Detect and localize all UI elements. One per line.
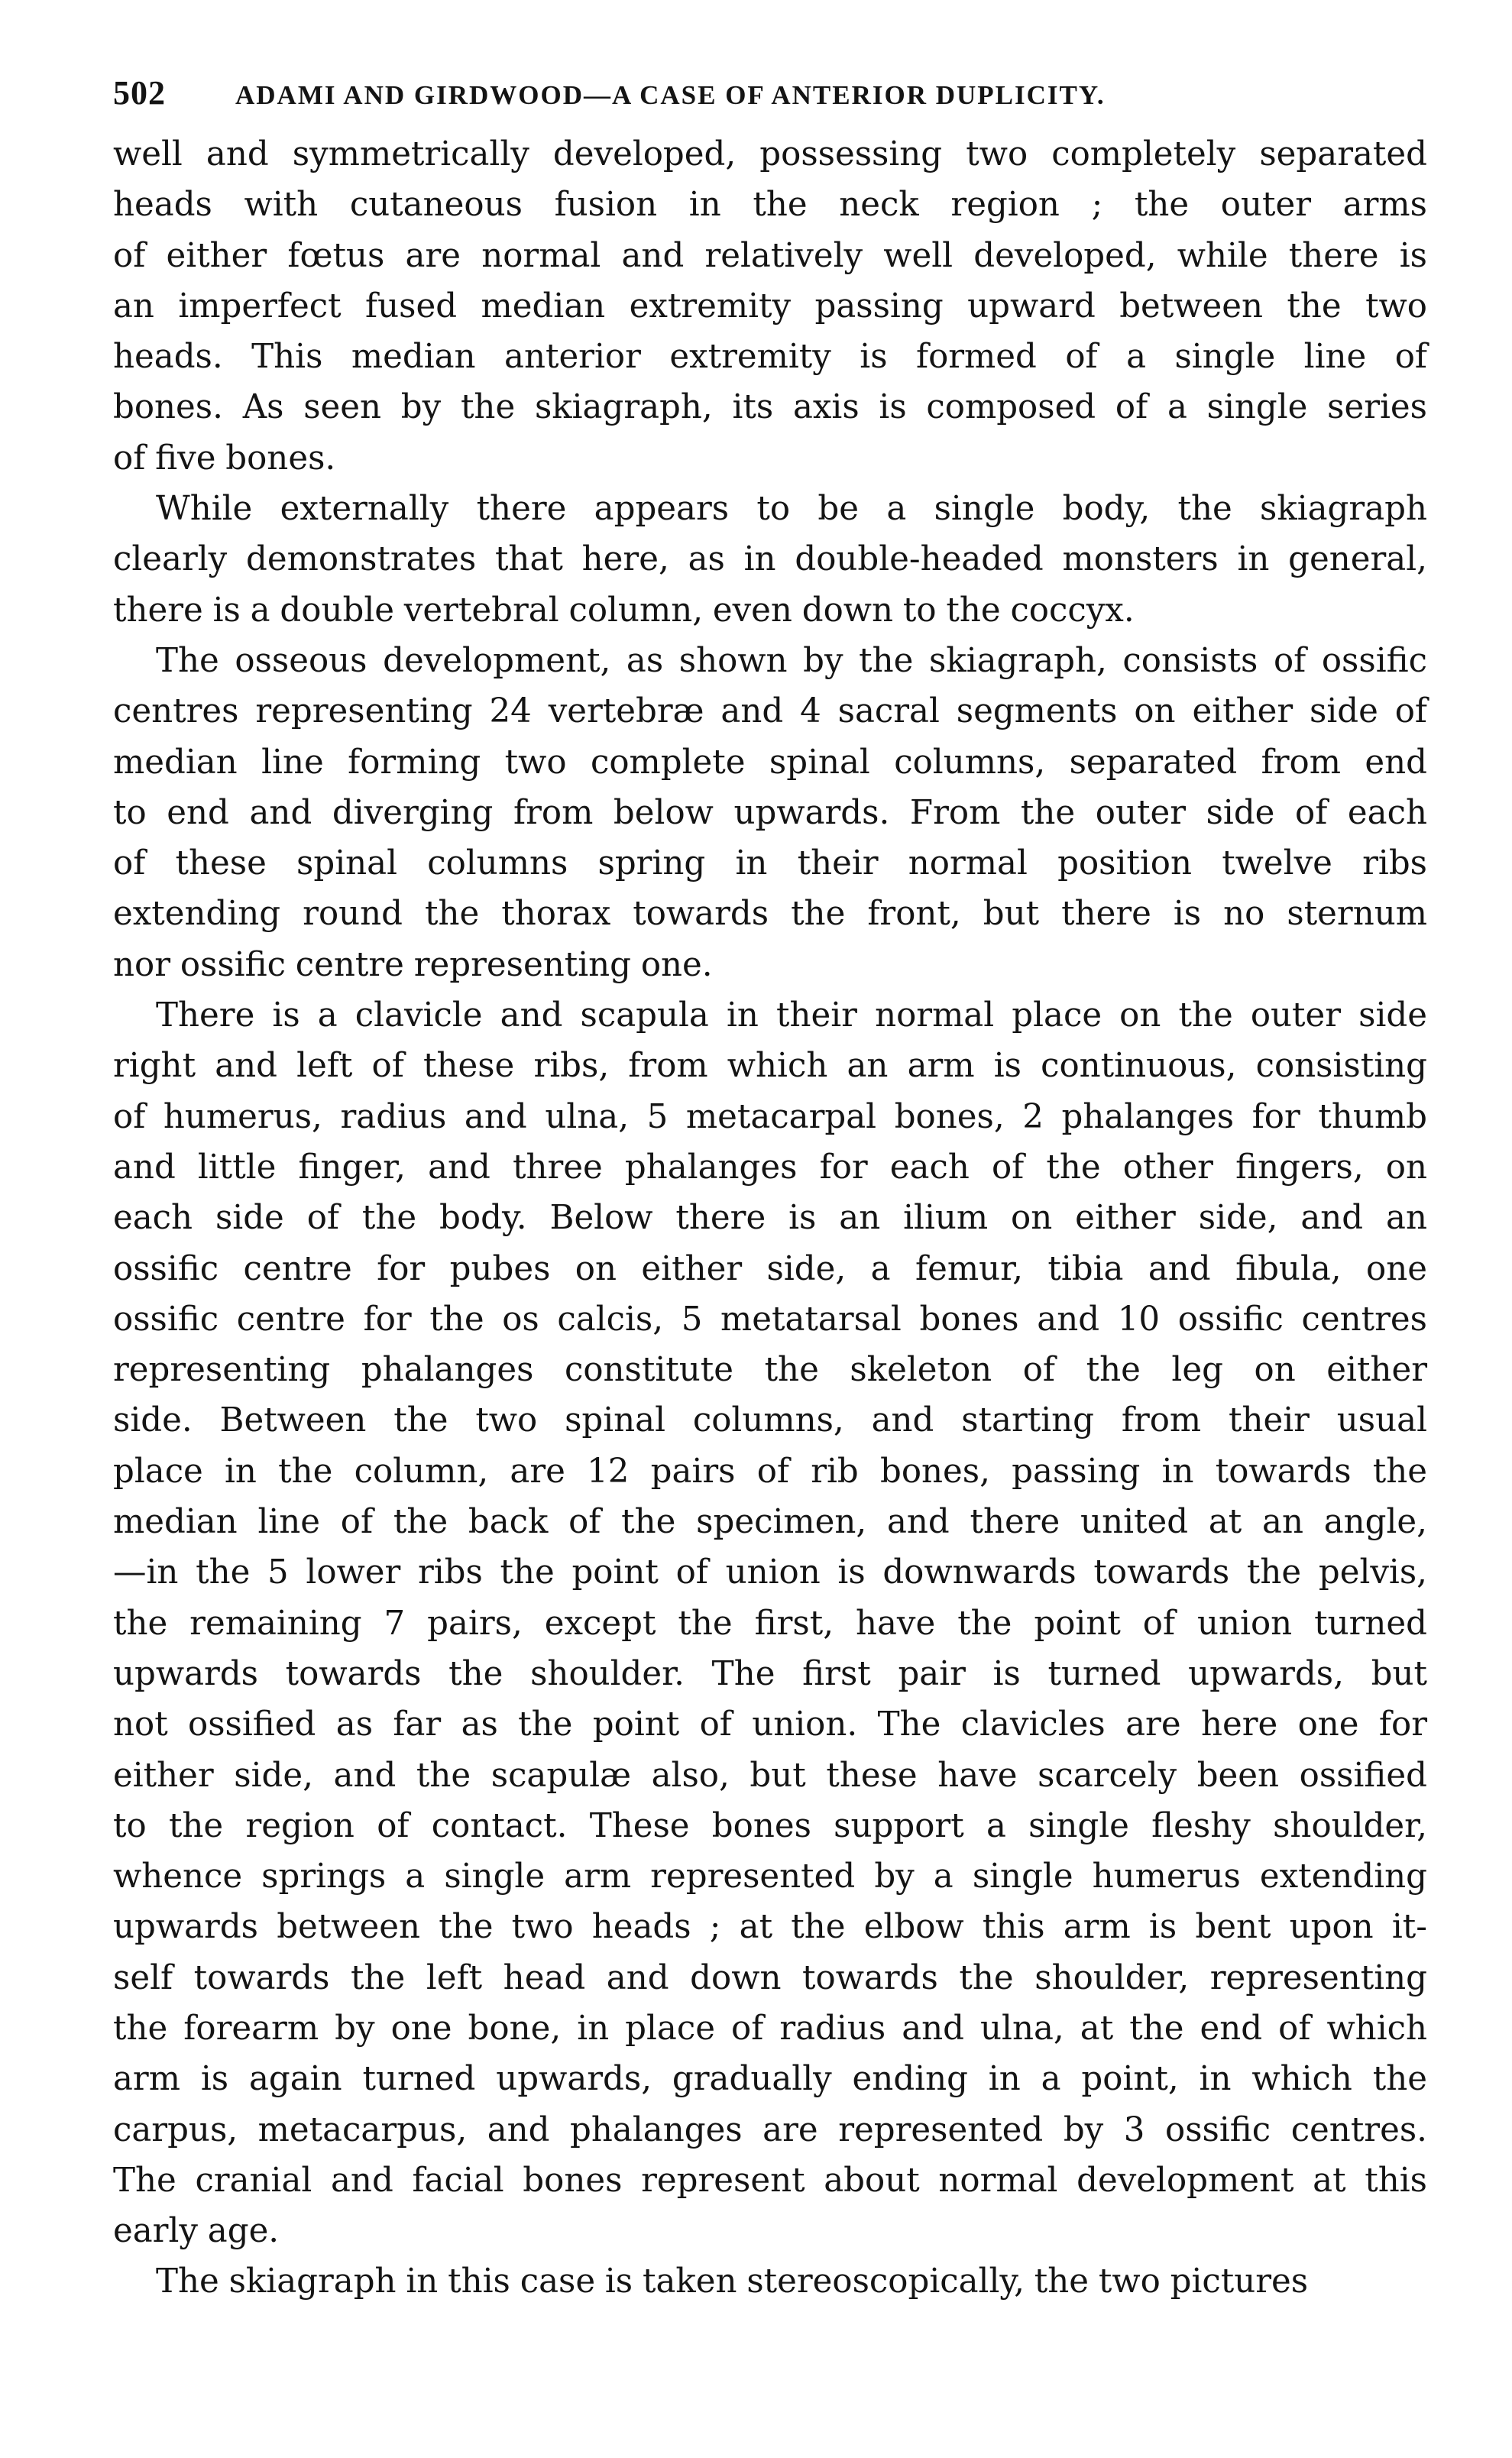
text-line: ossific centre for the os calcis, 5 metatarsal bones and 10 ossific centres bbox=[113, 1300, 1427, 1339]
text-line: place in the column, are 12 pairs of rib bones, passing in towards the bbox=[113, 1452, 1427, 1491]
text-line: of five bones. bbox=[113, 439, 336, 478]
text-line: The skiagraph in this case is taken stereoscopically, the two pictures bbox=[156, 2262, 1309, 2301]
paragraph-3 bbox=[113, 636, 1427, 990]
running-title: ADAMI AND GIRDWOOD—A CASE OF ANTERIOR DUPLICITY. bbox=[235, 80, 1106, 110]
text-line: There is a clavicle and scapula in their normal place on the outer side bbox=[156, 996, 1427, 1035]
body-text bbox=[113, 129, 1427, 2307]
text-line: of humerus, radius and ulna, 5 metacarpal bones, 2 phalanges for thumb bbox=[113, 1097, 1427, 1136]
text-line: either side, and the scapulæ also, but these have scarcely been ossified bbox=[113, 1756, 1427, 1795]
text-line: of either fœtus are normal and relatively well developed, while there is bbox=[113, 236, 1427, 275]
text-line: early age. bbox=[113, 2212, 280, 2251]
text-line: median line forming two complete spinal columns, separated from end bbox=[113, 743, 1427, 782]
text-line: heads with cutaneous fusion in the neck region ; the outer arms bbox=[113, 186, 1427, 225]
text-line: there is a double vertebral column, even down to the coccyx. bbox=[113, 591, 1135, 630]
text-line: heads. This median anterior extremity is formed of a single line of bbox=[113, 338, 1427, 377]
text-line: and little finger, and three phalanges for each of the other fingers, on bbox=[113, 1148, 1427, 1187]
text-line: median line of the back of the specimen, and there united at an angle, bbox=[113, 1503, 1427, 1542]
text-line: The cranial and facial bones represent about normal development at this bbox=[113, 2161, 1427, 2200]
text-line: arm is again turned upwards, gradually ending in a point, in which the bbox=[113, 2060, 1427, 2099]
text-line: upwards between the two heads ; at the elbow this arm is bent upon it- bbox=[113, 1908, 1427, 1947]
text-line: well and symmetrically developed, possessing two completely separated bbox=[113, 135, 1427, 173]
text-line: the forearm by one bone, in place of radius and ulna, at the end of which bbox=[113, 2009, 1427, 2048]
text-line: The osseous development, as shown by the skiagraph, consists of ossific bbox=[156, 641, 1427, 680]
paragraph-2 bbox=[113, 484, 1427, 636]
running-head bbox=[113, 73, 1427, 122]
text-line: to end and diverging from below upwards. From the outer side of each bbox=[113, 793, 1427, 832]
text-line: ossific centre for pubes on either side, a femur, tibia and fibula, one bbox=[113, 1249, 1427, 1288]
paragraph-4 bbox=[113, 990, 1427, 2256]
text-line: bones. As seen by the skiagraph, its axis is composed of a single series bbox=[113, 388, 1427, 427]
text-line: side. Between the two spinal columns, and starting from their usual bbox=[113, 1401, 1427, 1440]
text-line: whence springs a single arm represented by a single humerus extending bbox=[113, 1857, 1427, 1896]
text-line: self towards the left head and down towards the shoulder, representing bbox=[113, 1958, 1427, 1997]
text-line: —in the 5 lower ribs the point of union is downwards towards the pelvis, bbox=[113, 1553, 1427, 1592]
paragraph-5 bbox=[113, 2256, 1427, 2307]
paragraph-1 bbox=[113, 129, 1427, 484]
text-line: centres representing 24 vertebræ and 4 sacral segments on either side of bbox=[113, 692, 1427, 731]
page-number: 502 bbox=[113, 74, 166, 112]
text-line: upwards towards the shoulder. The first pair is turned upwards, but bbox=[113, 1654, 1427, 1693]
text-line: While externally there appears to be a single body, the skiagraph bbox=[156, 490, 1427, 529]
text-line: the remaining 7 pairs, except the first, have the point of union turned bbox=[113, 1604, 1427, 1643]
text-line: nor ossific centre representing one. bbox=[113, 945, 713, 984]
text-line: each side of the body. Below there is an ilium on either side, and an bbox=[113, 1199, 1427, 1238]
text-line: an imperfect fused median extremity passing upward between the two bbox=[113, 287, 1427, 325]
text-line: representing phalanges constitute the skeleton of the leg on either bbox=[113, 1351, 1427, 1390]
text-line: carpus, metacarpus, and phalanges are represented by 3 ossific centres. bbox=[113, 2110, 1427, 2149]
text-line: right and left of these ribs, from which an arm is continuous, consisting bbox=[113, 1047, 1427, 1086]
text-line: extending round the thorax towards the front, but there is no sternum bbox=[113, 895, 1427, 934]
text-line: of these spinal columns spring in their normal position twelve ribs bbox=[113, 844, 1427, 883]
text-line: to the region of contact. These bones support a single fleshy shoulder, bbox=[113, 1806, 1427, 1845]
page bbox=[113, 73, 1427, 2307]
text-line: not ossified as far as the point of union. The clavicles are here one for bbox=[113, 1705, 1427, 1744]
text-line: clearly demonstrates that here, as in double-headed monsters in general, bbox=[113, 540, 1427, 579]
